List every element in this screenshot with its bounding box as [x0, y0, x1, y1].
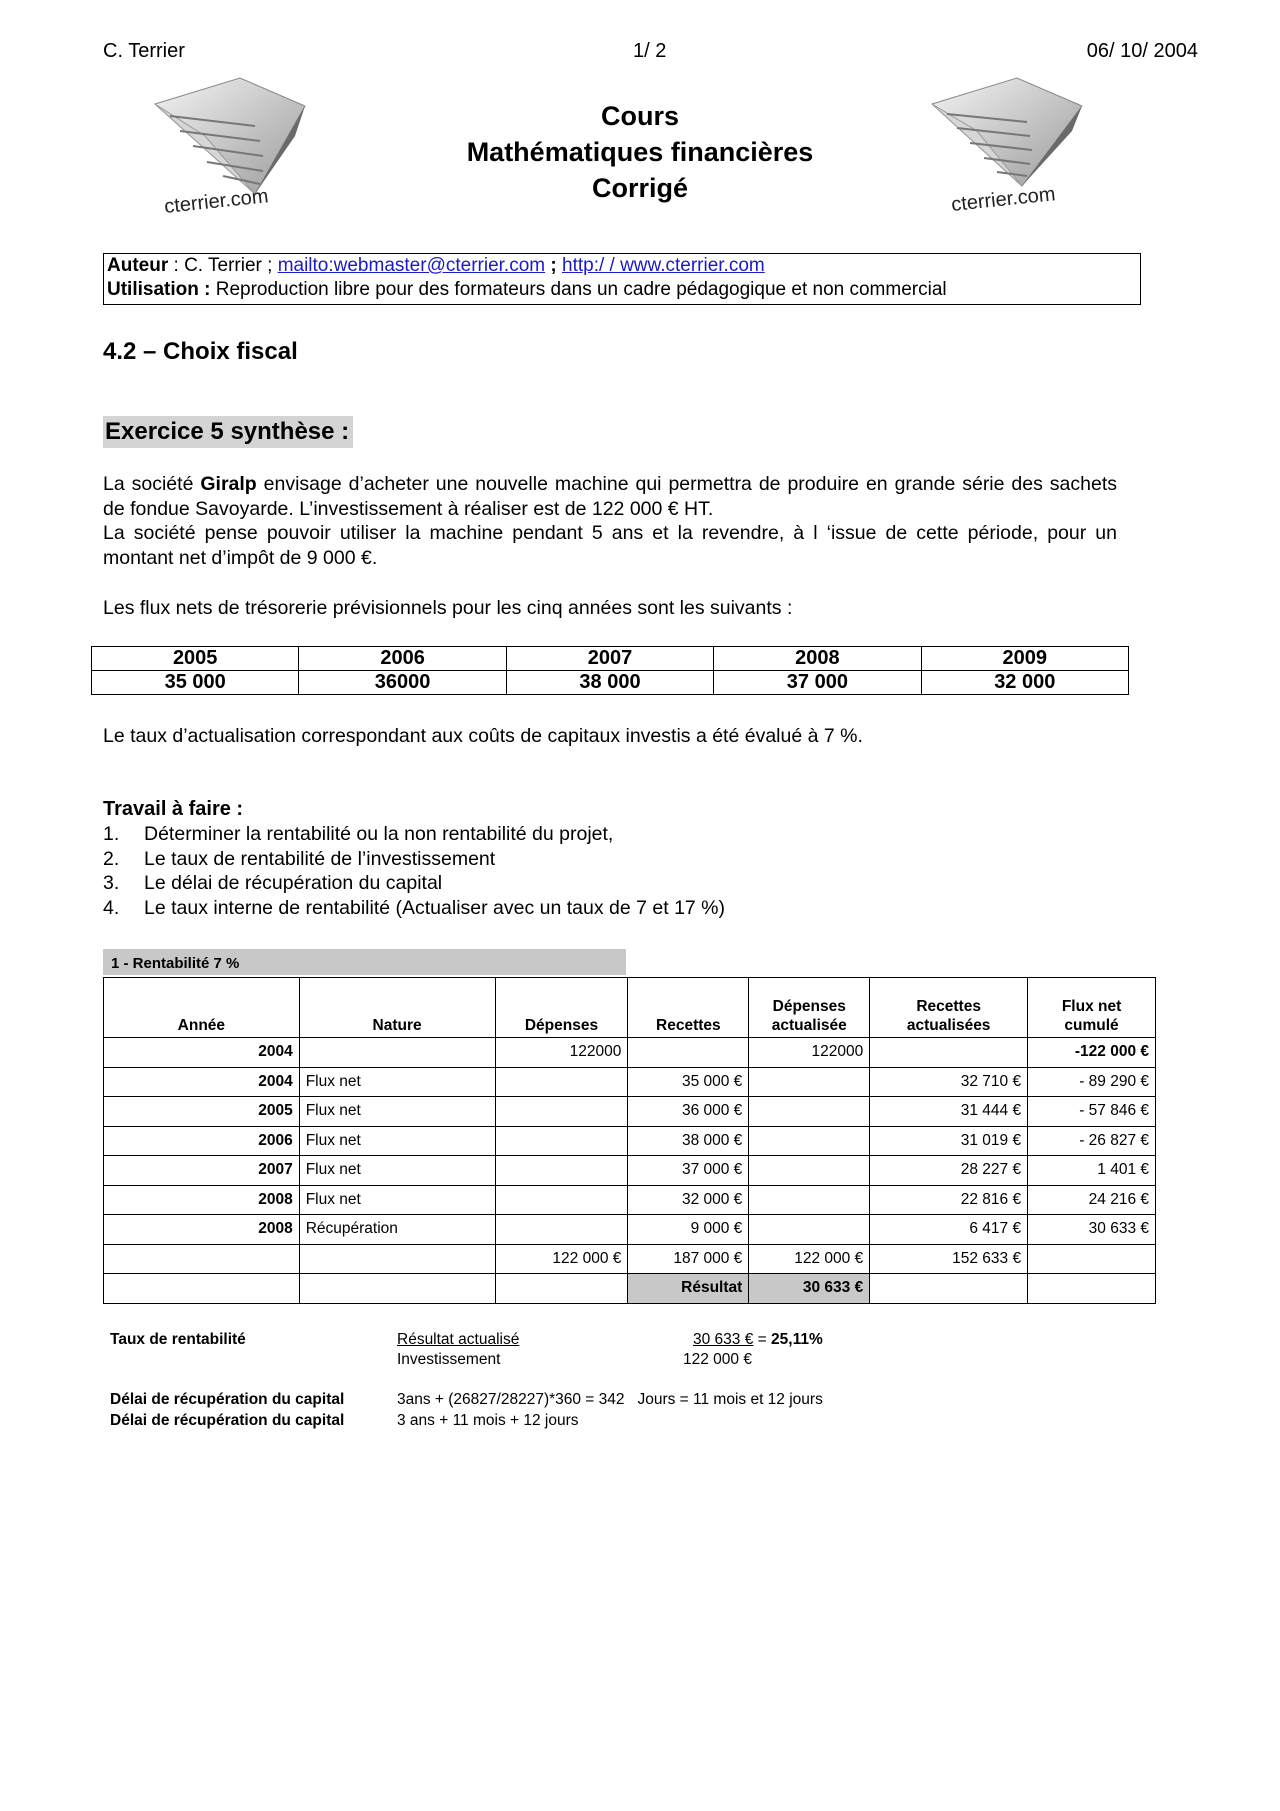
taux-rentabilite-label: Taux de rentabilité	[110, 1331, 246, 1348]
usage-line	[107, 278, 1137, 302]
table-row: 2008 Flux net 32 000 € 22 816 € 24 216 €	[104, 1185, 1156, 1215]
col-header-annee: Année	[104, 978, 300, 1038]
rent-header-row	[104, 978, 1156, 1038]
flows-intro-paragraph: Les flux nets de trésorerie prévisionnels pour les cinq années sont les suivants :	[103, 597, 793, 619]
cterrier-logo-left	[145, 76, 320, 224]
col-header-recettes-actualisees: Recettes actualisées	[870, 978, 1028, 1038]
delai-label-1: Délai de récupération du capital	[110, 1391, 345, 1408]
taux-result: 25,11%	[771, 1331, 823, 1348]
total-recettes: 187 000 €	[628, 1244, 749, 1274]
flow-value: 35 000	[92, 671, 299, 695]
author-line	[107, 254, 1137, 278]
intro-paragraph	[103, 472, 1117, 570]
table-row: 2006 Flux net 38 000 € 31 019 € - 26 827 €	[104, 1126, 1156, 1156]
discount-rate-paragraph: Le taux d’actualisation correspondant aux coûts de capitaux investis a été évalué à 7 %.	[103, 725, 863, 747]
work-list	[103, 822, 725, 920]
work-item: 2. Le taux de rentabilité de l’investissement	[103, 847, 496, 870]
col-header-depenses: Dépenses	[495, 978, 628, 1038]
total-recettes-actualisees: 152 633 €	[870, 1244, 1028, 1274]
result-row	[104, 1274, 1156, 1304]
exercise-title: Exercice 5 synthèse :	[103, 416, 353, 448]
flow-year: 2009	[921, 647, 1128, 671]
taux-numerator-value: 30 633 €	[693, 1331, 754, 1348]
title-line-cours: Cours	[600, 101, 679, 131]
flow-value: 37 000	[714, 671, 921, 695]
document-title	[330, 98, 950, 206]
taux-fraction-labels	[397, 1330, 519, 1370]
col-header-flux-cumule: Flux net cumulé	[1028, 978, 1156, 1038]
logo-text-right: cterrier.com	[950, 183, 1057, 216]
mail-link[interactable]: mailto:webmaster@cterrier.com	[277, 255, 546, 276]
taux-denominator-label: Investissement	[397, 1351, 501, 1368]
delai-text-1: 3ans + (26827/28227)*360 = 342 Jours = 11 mois et 12 jours	[397, 1391, 823, 1408]
flows-years-row	[92, 647, 1129, 671]
taux-denominator-value: 122 000 €	[683, 1351, 752, 1368]
work-title: Travail à faire :	[103, 798, 244, 820]
company-name: Giralp	[200, 473, 257, 495]
col-header-depenses-actualisee: Dépenses actualisée	[749, 978, 870, 1038]
table-row: 2008 Récupération 9 000 € 6 417 € 30 633 €	[104, 1215, 1156, 1245]
flow-value: 38 000	[506, 671, 713, 695]
title-line-subject: Mathématiques financières	[466, 137, 814, 167]
taux-numerator-label: Résultat actualisé	[397, 1331, 520, 1348]
auteur-label: Auteur	[107, 255, 169, 276]
taux-fraction-values: 30 633 € = 25,11% 122 000 €	[663, 1330, 823, 1370]
flow-year: 2008	[714, 647, 921, 671]
rent-table-label: 1 - Rentabilité 7 %	[103, 949, 626, 975]
flow-year: 2006	[299, 647, 506, 671]
flow-value: 36000	[299, 671, 506, 695]
col-header-nature: Nature	[299, 978, 495, 1038]
utilisation-label: Utilisation :	[107, 279, 211, 300]
header-date: 06/ 10/ 2004	[1086, 40, 1198, 62]
logo-text-left: cterrier.com	[163, 185, 270, 218]
result-label: Résultat	[628, 1274, 749, 1304]
work-item: 3. Le délai de récupération du capital	[103, 872, 443, 894]
delai-text-2: 3 ans + 11 mois + 12 jours	[397, 1412, 579, 1429]
flow-year: 2005	[92, 647, 299, 671]
title-line-corrige: Corrigé	[591, 173, 689, 203]
flow-year: 2007	[506, 647, 713, 671]
col-header-recettes: Recettes	[628, 978, 749, 1038]
cash-flows-table	[91, 646, 1129, 695]
header-page-number: 1/ 2	[633, 40, 667, 62]
result-value: 30 633 €	[749, 1274, 870, 1304]
table-row: 2004 Flux net 35 000 € 32 710 € - 89 290 €	[104, 1067, 1156, 1097]
auteur-name: : C. Terrier ;	[168, 255, 278, 276]
total-depenses-actualisees: 122 000 €	[749, 1244, 870, 1274]
delai-label-2: Délai de récupération du capital	[110, 1412, 345, 1429]
link-separator: ;	[545, 255, 562, 276]
work-item: 1. Déterminer la rentabilité ou la non rentabilité du projet,	[103, 823, 614, 845]
section-title: 4.2 – Choix fiscal	[103, 338, 298, 365]
flow-value: 32 000	[921, 671, 1128, 695]
website-link[interactable]: http:/ / www.cterrier.com	[562, 255, 765, 276]
table-row: 2005 Flux net 36 000 € 31 444 € - 57 846 €	[104, 1097, 1156, 1127]
intro-text-start: La société	[103, 473, 201, 495]
rentabilite-table	[103, 977, 1156, 1304]
intro-text-end: envisage d’acheter une nouvelle machine qui permettra de produire en grande série des sachets de fondue Savoyarde. L’investissement à réaliser est de 122 000 € HT.	[103, 473, 1118, 520]
work-item: 4. Le taux interne de rentabilité (Actualiser avec un taux de 7 et 17 %)	[103, 896, 726, 919]
totals-row	[104, 1244, 1156, 1274]
utilisation-text: Reproduction libre pour des formateurs dans un cadre pédagogique et non commercial	[210, 279, 947, 300]
flows-values-row	[92, 671, 1129, 695]
table-row: 2004 122000 122000 -122 000 €	[104, 1038, 1156, 1068]
total-depenses: 122 000 €	[495, 1244, 628, 1274]
header-author: C. Terrier	[103, 40, 185, 62]
intro-text-line2: La société pense pouvoir utiliser la machine pendant 5 ans et la revendre, à l ‘issue de cette période, pour un montant net d’impôt de 9 000 €.	[103, 522, 1117, 569]
table-row: 2007 Flux net 37 000 € 28 227 € 1 401 €	[104, 1156, 1156, 1186]
author-info-box	[103, 253, 1141, 305]
